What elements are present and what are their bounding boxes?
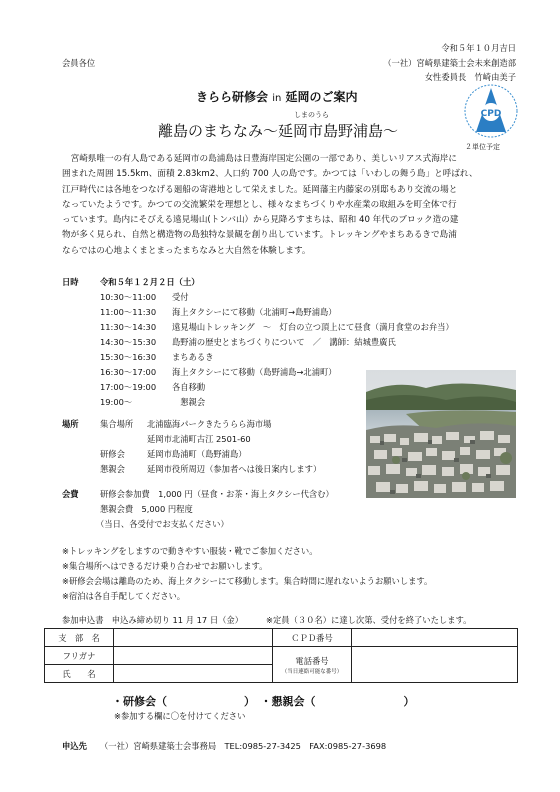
schedule-desc: まちあるき: [172, 352, 214, 362]
schedule-desc: 遠見場山トレッキング ～ 灯台の立つ頂上にて昼食（満月食堂のお弁当）: [172, 322, 454, 332]
schedule-time: 17:00～19:00: [100, 382, 157, 392]
phone-label-cell: [273, 647, 352, 683]
venue-item-name: 懇親会: [100, 464, 125, 474]
note-line: ※研修会会場は離島のため、海上タクシーにて移動します。集合時間に遅れないようお願いします。: [62, 576, 433, 586]
venue-item-name: 研修会: [100, 449, 125, 459]
schedule-time: 11:00～11:30: [100, 307, 157, 317]
venue-label: 場所: [62, 419, 79, 429]
cpd-number-field[interactable]: [352, 629, 518, 647]
schedule-desc: 海上タクシーにて移動（島野浦島→北浦町）: [172, 367, 337, 377]
furigana-label: フリガナ: [45, 647, 114, 665]
note-line: ※宿泊は各自手配してください。: [62, 591, 186, 601]
intro-line: ならではの心地よくまとまったまちなみと大自然を体験します。: [62, 245, 311, 256]
attendance-choice-note: ※参加する欄に〇を付けてください: [114, 711, 246, 721]
intro-line: 江戸時代には各地をつなげる廻船の寄港地として栄えました。延岡藩主内藤家の別邸もあり交流の場と: [62, 184, 458, 195]
island-town-photo-graphic: [366, 370, 516, 498]
schedule-desc: 受付: [172, 292, 189, 302]
schedule-date: 令和５年１２月２日（土）: [100, 277, 200, 287]
schedule-desc: 各自移動: [172, 382, 206, 392]
application-capacity-note: ※定員（３０名）に達し次第、受付を終了いたします。: [266, 615, 472, 625]
contact-info: （一社）宮崎県建築士会事務局 TEL:0985-27-3425 FAX:0985-27-3698: [100, 741, 387, 751]
venue-item-value: 延岡市北浦町古江 2501-60: [147, 434, 251, 444]
committee-chair: 女性委員長 竹崎由美子: [424, 72, 516, 82]
furigana-field[interactable]: [114, 647, 273, 665]
cpd-logo-graphic: [462, 82, 520, 140]
name-field[interactable]: [114, 665, 273, 683]
schedule-desc: 島野浦の歴史とまちづくりについて ／ 講師：結城豊廣氏: [172, 337, 396, 347]
schedule-time: 15:30～16:30: [100, 352, 157, 362]
phone-label: 電話番号: [295, 655, 329, 666]
venue-item-name: 集合場所: [100, 419, 134, 429]
intro-line: 宮崎県唯一の有人島である延岡市の島浦島は日豊海岸国定公園の一部であり、美しいリアス式海岸に: [62, 154, 457, 164]
schedule-time: 10:30～11:00: [100, 292, 157, 302]
fee-line: 研修会参加費 1,000 円（昼食・お茶・海上タクシー代含む）: [100, 489, 334, 499]
issue-date: 令和５年１０月吉日: [441, 43, 516, 53]
event-title-main: きらら研修会: [196, 90, 269, 104]
venue-item-value: 北浦臨海パークきたうらら海市場: [147, 419, 272, 429]
venue-item-value: 延岡市島浦町（島野浦島）: [147, 449, 247, 459]
event-title-in: in: [272, 93, 282, 104]
intro-paragraph: [62, 152, 478, 259]
intro-line: 囲まれた周囲 15.5km、面積 2.83km2、人口約 700 人の島です。かつては「いわしの舞う島」と呼ばれ、: [62, 169, 478, 180]
organizer: （一社）宮崎県建築士会未来創造部: [383, 58, 516, 68]
event-title: [196, 88, 358, 105]
fee-label: 会費: [62, 489, 79, 499]
contact-label: 申込先: [62, 741, 87, 751]
branch-field[interactable]: [114, 629, 273, 647]
ruby-reading: しまのうら: [294, 111, 329, 119]
schedule-desc: 懇親会: [172, 397, 206, 407]
event-title-main2: 延岡のご案内: [285, 90, 358, 104]
schedule-desc: 海上タクシーにて移動（北浦町→島野浦島）: [172, 307, 337, 317]
cpd-units: ２単位予定: [465, 143, 500, 151]
schedule-time: 11:30～14:30: [100, 322, 157, 332]
fee-line: 懇親会費 5,000 円程度: [100, 504, 193, 514]
note-line: ※集合場所へはできるだけ乗り合わせでお願いします。: [62, 561, 268, 571]
application-title: 参加申込書 申込み締め切り 11 月 17 日（金）: [62, 615, 244, 625]
intro-line: なっていたようです。かつての交流繁栄を理想とし、様々なまちづくりや水産業の取組みを町全体で行: [62, 199, 457, 210]
branch-label: 支 部 名: [45, 629, 114, 647]
intro-line: 物が多く見られ、自然と構造物の島独特な景観を創り出しています。トレッキングやまちあるきで島浦: [62, 230, 457, 241]
schedule-time: 16:30～17:00: [100, 367, 157, 377]
recipient: 会員各位: [62, 58, 96, 68]
schedule-time: 19:00～: [100, 397, 133, 407]
phone-field[interactable]: [352, 647, 518, 683]
schedule-label: 日時: [62, 277, 79, 287]
island-town-photo: [366, 370, 516, 498]
subtitle: 離島のまちなみ～延岡市島野浦島～: [158, 122, 399, 140]
name-label: 氏 名: [45, 665, 114, 683]
phone-note: （当日連絡可能な番号）: [281, 668, 343, 675]
note-line: ※トレッキングをしますので動きやすい服装・靴でご参加ください。: [62, 546, 318, 556]
venue-item-value: 延岡市役所周辺（参加者へは後日案内します）: [147, 464, 322, 474]
attendance-choice[interactable]: ・研修会（ ） ・懇親会（ ）: [112, 695, 415, 708]
schedule-time: 14:30～15:30: [100, 337, 157, 347]
fee-line: （当日、各受付でお支払ください）: [96, 519, 229, 529]
cpd-logo-text: CPD: [480, 109, 502, 119]
intro-line: っています。島内にそびえる遠見場山(トンバ山）から見降ろすまちは、昭和 40 年代のブロック造の建: [62, 215, 459, 226]
cpd-number-label: ＣＰＤ番号: [273, 629, 352, 647]
cpd-logo: [462, 82, 520, 140]
application-form: [44, 628, 518, 683]
